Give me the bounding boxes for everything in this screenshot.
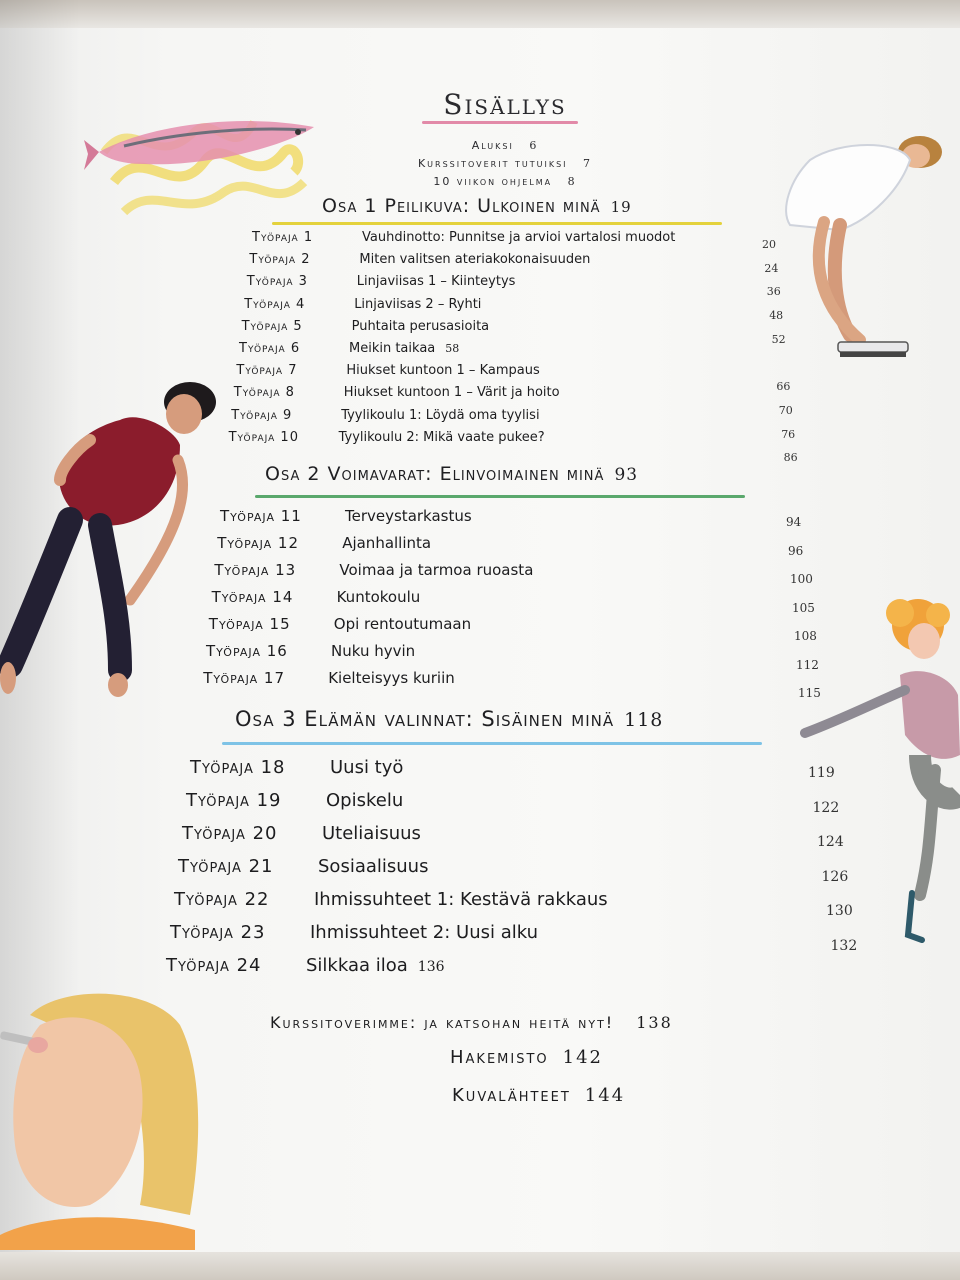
toc-row — [186, 790, 746, 814]
toc-row — [190, 757, 750, 781]
workshop-title — [331, 642, 415, 660]
workshop-title — [352, 319, 490, 334]
page-number: 48 — [769, 309, 784, 323]
workshop-number: Työpaja 6 — [239, 341, 301, 356]
workshop-title — [318, 856, 428, 877]
page-number: 52 — [771, 332, 786, 346]
page-number: 130 — [826, 903, 853, 919]
toc-row — [229, 430, 789, 449]
workshop-title-text: Hiukset kuntoon 1 – Värit ja hoito — [343, 385, 560, 401]
woman-stretching-photo — [0, 380, 230, 700]
workshop-number: Työpaja 18 — [190, 757, 286, 778]
page-number: 119 — [808, 765, 835, 781]
workshop-number: Työpaja 22 — [174, 889, 270, 910]
page-number: 108 — [794, 629, 817, 643]
section-rule — [272, 222, 722, 225]
workshop-title-text: Linjaviisas 1 – Kiinteytys — [356, 274, 516, 290]
toc-row — [244, 297, 804, 316]
toc-row — [174, 889, 734, 913]
toc-row — [242, 319, 802, 338]
workshop-title — [342, 534, 431, 552]
workshop-number: Työpaja 24 — [166, 955, 262, 976]
page-number: 105 — [792, 600, 815, 615]
workshop-title-text: Terveystarkastus — [345, 507, 472, 525]
workshop-title-text: Vauhdinotto: Punnitse ja arvioi vartalosi muodot — [362, 230, 676, 245]
section-heading: Osa 1 Peilikuva: Ulkoinen minä 19 — [322, 195, 632, 217]
workshop-title — [344, 385, 560, 400]
workshop-number: Työpaja 9 — [231, 407, 293, 423]
toc-row — [252, 230, 812, 249]
workshop-number: Työpaja 3 — [246, 274, 308, 290]
page-number: 132 — [830, 937, 858, 954]
page-number: 136 — [417, 959, 445, 975]
end-matter-item: Kuvalähteet 144 — [452, 1085, 626, 1106]
workshop-number: Työpaja 4 — [244, 296, 306, 312]
toc-row — [203, 669, 763, 690]
intro-item: 10 viikon ohjelma 8 — [433, 175, 577, 188]
workshop-title-text: Voimaa ja tarmoa ruoasta — [339, 561, 534, 579]
workshop-title-text: Kuntokoulu — [336, 588, 421, 606]
toc-row — [231, 408, 791, 427]
toc-row — [249, 252, 809, 271]
workshop-title-text: Linjaviisas 2 – Ryhti — [354, 296, 482, 312]
toc-row — [214, 561, 774, 582]
intro-item: Kurssitoverit tutuiksi 7 — [417, 157, 593, 170]
workshop-title — [339, 430, 545, 445]
workshop-title-text: Miten valitsen ateriakokonaisuuden — [359, 252, 591, 268]
workshop-title — [357, 274, 516, 289]
section-heading: Osa 2 Voimavarat: Elinvoimainen minä 93 — [265, 463, 639, 485]
workshop-title — [306, 955, 445, 976]
workshop-title — [326, 790, 403, 811]
workshop-title — [359, 252, 590, 267]
section-rule — [222, 742, 762, 745]
workshop-title-text: Nuku hyvin — [331, 642, 416, 660]
workshop-title-text: Ihmissuhteet 1: Kestävä rakkaus — [314, 889, 608, 910]
workshop-number: Työpaja 8 — [233, 385, 295, 401]
page-number: 70 — [778, 403, 793, 417]
workshop-title-text: Kielteisyys kuriin — [328, 669, 455, 687]
page-number: 96 — [788, 543, 804, 558]
page-number: 126 — [821, 868, 849, 885]
workshop-title — [334, 615, 471, 633]
page-number: 76 — [781, 427, 796, 441]
workshop-title — [341, 408, 539, 423]
workshop-number: Työpaja 1 — [252, 230, 314, 245]
workshop-title-text: Puhtaita perusasioita — [351, 318, 490, 334]
workshop-title — [314, 889, 608, 910]
toc-row — [182, 823, 742, 847]
page-number: 36 — [766, 285, 781, 299]
workshop-title-text: Opiskelu — [326, 790, 404, 811]
section-heading: Osa 3 Elämän valinnat: Sisäinen minä 118 — [235, 707, 664, 731]
workshop-number: Työpaja 11 — [220, 507, 302, 525]
workshop-title-text: Tyylikoulu 1: Löydä oma tyylisi — [341, 407, 540, 423]
workshop-title-text: Uteliaisuus — [322, 823, 421, 844]
page-bottom-edge — [0, 1252, 960, 1280]
woman-makeup-brush-photo — [0, 985, 205, 1250]
workshop-number: Työpaja 20 — [182, 823, 278, 844]
page-number: 100 — [790, 572, 813, 586]
page-number: 24 — [764, 261, 779, 275]
workshop-title-text: Tyylikoulu 2: Mikä vaate pukee? — [338, 429, 545, 445]
workshop-title — [322, 823, 421, 844]
page-number: 115 — [798, 686, 821, 700]
workshop-number: Työpaja 14 — [211, 588, 294, 606]
toc-row — [217, 534, 777, 555]
workshop-title — [339, 561, 533, 579]
page-title: Sisällys — [443, 88, 567, 121]
toc-row — [206, 642, 766, 663]
workshop-number: Työpaja 16 — [206, 642, 288, 660]
toc-row — [236, 363, 796, 382]
page-number: 86 — [783, 451, 798, 465]
page-number: 112 — [796, 657, 819, 672]
page-number: 66 — [776, 380, 791, 394]
workshop-number: Työpaja 10 — [228, 429, 299, 445]
page-number: 94 — [786, 515, 802, 529]
workshop-number: Työpaja 12 — [217, 534, 300, 552]
workshop-title-text: Hiukset kuntoon 1 – Kampaus — [346, 363, 540, 379]
intro-item: Aluksi 6 — [471, 139, 539, 152]
workshop-title — [345, 507, 472, 525]
toc-row — [170, 922, 730, 946]
workshop-title-text: Opi rentoutumaan — [333, 615, 472, 633]
workshop-title — [362, 230, 675, 245]
page-number: 124 — [817, 834, 844, 850]
toc-row — [178, 856, 738, 880]
workshop-title — [328, 669, 455, 687]
workshop-number: Työpaja 15 — [208, 615, 291, 633]
workshop-number: Työpaja 23 — [170, 922, 266, 943]
toc-row — [220, 507, 780, 528]
page-number: 58 — [445, 342, 460, 355]
workshop-title — [349, 341, 459, 356]
workshop-number: Työpaja 17 — [203, 669, 286, 687]
workshop-number: Työpaja 21 — [178, 856, 274, 877]
end-matter-item: Kurssitoverimme: ja katsohan heitä nyt! 138 — [270, 1013, 673, 1032]
toc-row — [234, 385, 794, 404]
page-number: 122 — [812, 799, 840, 816]
workshop-title — [310, 922, 538, 943]
toc-row — [209, 615, 769, 636]
workshop-title-text: Silkkaa iloa — [306, 955, 408, 976]
workshop-title — [346, 363, 539, 378]
workshop-number: Työpaja 19 — [186, 790, 282, 811]
workshop-number: Työpaja 2 — [249, 252, 311, 268]
fish-illustration — [84, 72, 324, 232]
toc-row — [239, 341, 799, 360]
toc-row — [247, 274, 807, 293]
section-rule — [255, 495, 745, 498]
workshop-number: Työpaja 13 — [214, 561, 297, 579]
workshop-title — [354, 297, 481, 312]
end-matter-item: Hakemisto 142 — [450, 1047, 604, 1068]
toc-row — [212, 588, 772, 609]
workshop-title-text: Ihmissuhteet 2: Uusi alku — [310, 922, 539, 943]
workshop-title-text: Uusi työ — [330, 757, 404, 778]
workshop-title — [337, 588, 421, 606]
page-number: 20 — [762, 238, 776, 251]
workshop-title-text: Meikin taikaa — [349, 341, 436, 356]
title-underline — [422, 121, 578, 124]
workshop-number: Työpaja 7 — [236, 363, 298, 379]
workshop-title-text: Sosiaalisuus — [318, 856, 429, 877]
page-top-shadow — [0, 0, 960, 28]
toc-row — [166, 955, 726, 979]
workshop-title-text: Ajanhallinta — [342, 534, 432, 552]
workshop-title — [330, 757, 403, 778]
workshop-number: Työpaja 5 — [241, 318, 303, 334]
